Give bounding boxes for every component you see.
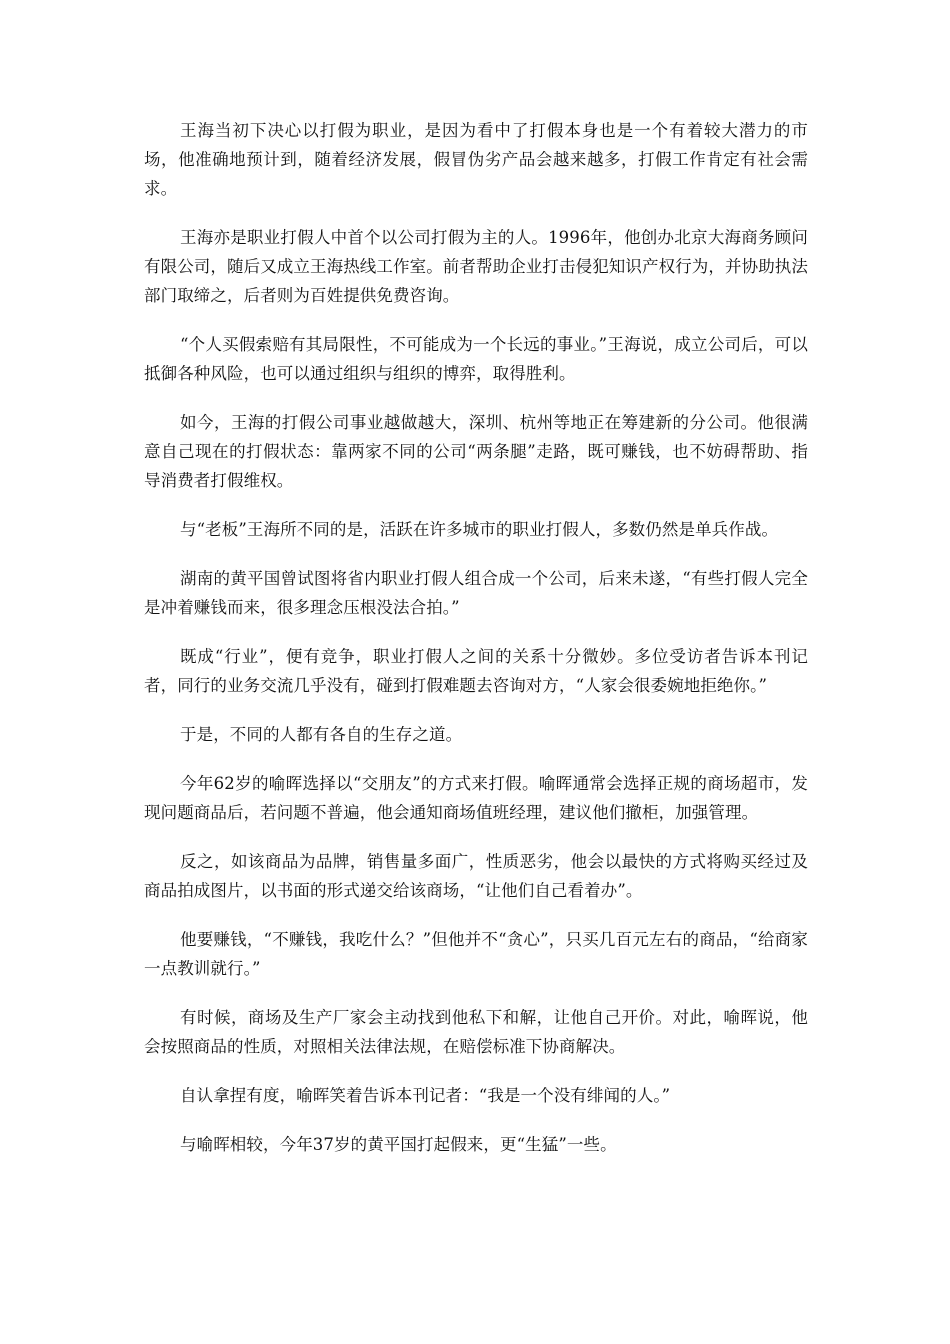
paragraph: 如今，王海的打假公司事业越做越大，深圳、杭州等地正在筹建新的分公司。他很满意自己现在的打假状态：靠两家不同的公司“两条腿”走路，既可赚钱，也不妨碍帮助、指导消费者打假维权。: [144, 413, 808, 490]
paragraph: 自认拿捏有度，喻晖笑着告诉本刊记者：“我是一个没有绯闻的人。”: [180, 1086, 671, 1105]
paragraph: 王海亦是职业打假人中首个以公司打假为主的人。1996年，他创办北京大海商务顾问有限公司，随后又成立王海热线工作室。前者帮助企业打击侵犯知识产权行为，并协助执法部门取缔之，后者则为百姓提供免费咨询。: [144, 228, 808, 305]
paragraph: 与喻晖相较，今年37岁的黄平国打起假来，更“生猛”一些。: [180, 1135, 617, 1154]
paragraph: 今年62岁的喻晖选择以“交朋友”的方式来打假。喻晖通常会选择正规的商场超市，发现问题商品后，若问题不普遍，他会通知商场值班经理，建议他们撤柜，加强管理。: [144, 774, 808, 822]
paragraph: 反之，如该商品为品牌，销售量多面广，性质恶劣，他会以最快的方式将购买经过及商品拍成图片，以书面的形式递交给该商场，“让他们自己看着办”。: [144, 852, 808, 900]
paragraph: 王海当初下决心以打假为职业，是因为看中了打假本身也是一个有着较大潜力的市场，他准确地预计到，随着经济发展，假冒伪劣产品会越来越多，打假工作肯定有社会需求。: [144, 121, 808, 198]
paragraph: 于是，不同的人都有各自的生存之道。: [180, 725, 463, 744]
paragraph: “个人买假索赔有其局限性，不可能成为一个长远的事业。”王海说，成立公司后，可以抵御各种风险，也可以通过组织与组织的博弈，取得胜利。: [144, 335, 808, 383]
paragraph: 他要赚钱，“不赚钱，我吃什么？”但他并不“贪心”，只买几百元左右的商品，“给商家一点教训就行。”: [144, 930, 808, 978]
paragraph: 与“老板”王海所不同的是，活跃在许多城市的职业打假人，多数仍然是单兵作战。: [180, 520, 779, 539]
paragraph: 既成“行业”，便有竞争，职业打假人之间的关系十分微妙。多位受访者告诉本刊记者，同行的业务交流几乎没有，碰到打假难题去咨询对方，“人家会很委婉地拒绝你。”: [144, 647, 808, 695]
paragraph: 湖南的黄平国曾试图将省内职业打假人组合成一个公司，后来未遂，“有些打假人完全是冲着赚钱而来，很多理念压根没法合拍。”: [144, 569, 808, 617]
paragraph: 有时候，商场及生产厂家会主动找到他私下和解，让他自己开价。对此，喻晖说，他会按照商品的性质，对照相关法律法规，在赔偿标准下协商解决。: [144, 1008, 808, 1056]
article-body: [144, 116, 808, 1179]
